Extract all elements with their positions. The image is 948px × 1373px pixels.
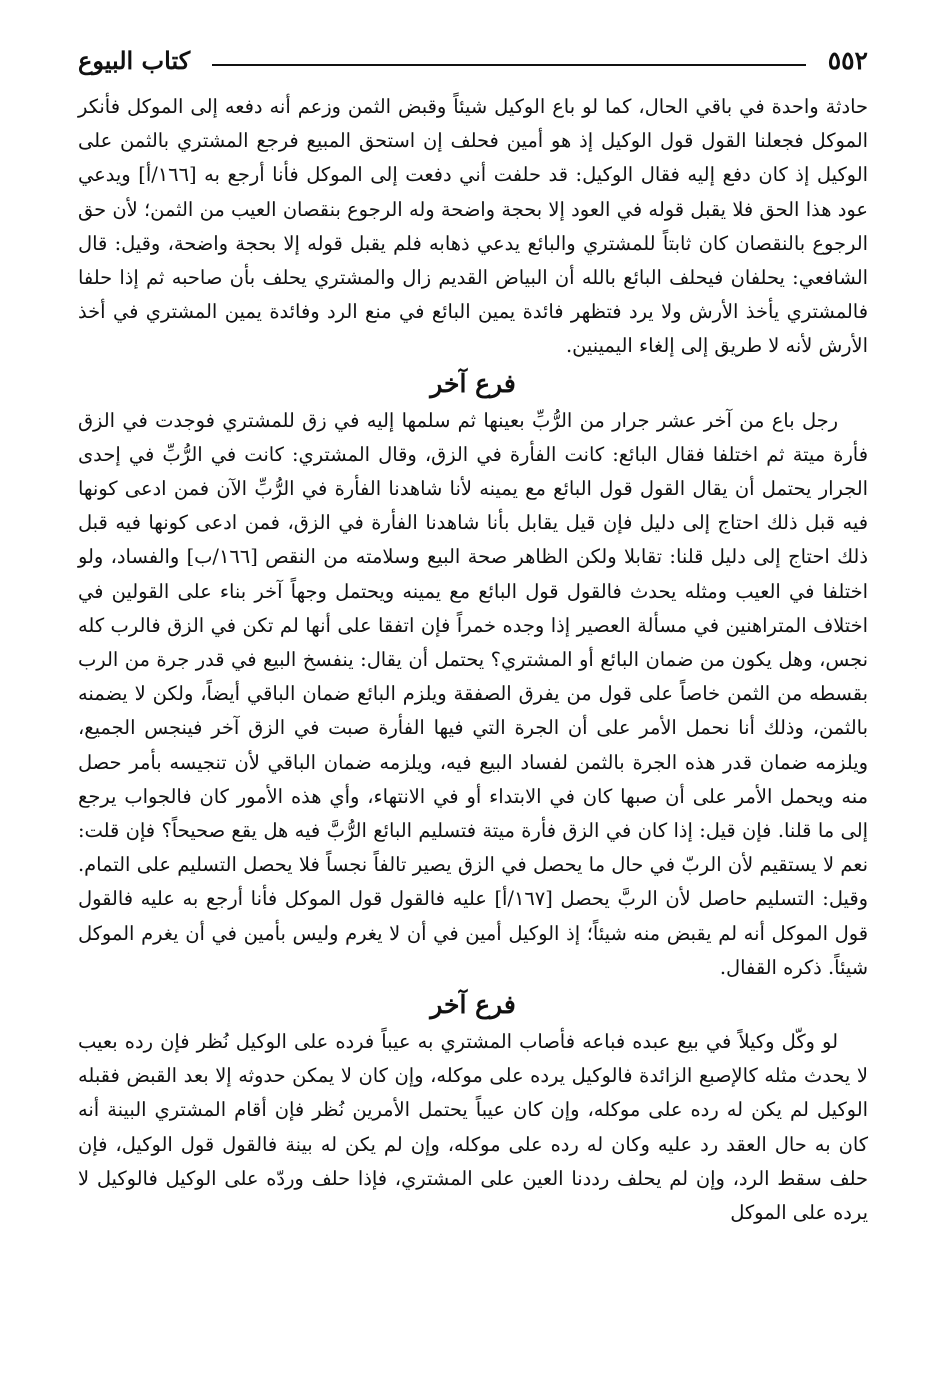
- page-number: ٥٥٢: [827, 45, 868, 75]
- header-rule: [212, 64, 806, 66]
- section-heading: فرع آخر: [430, 990, 516, 1020]
- paragraph: لو وكّل وكيلاً في بيع عبده فباعه فأصاب المشتري به عيباً فرده على الوكيل نُظر فإن رده بعيب لا يحدث مثله كالإصبع الزائدة فالوكيل يرده على موكله، وإن كان لا يمكن حدوثه إلا بعد القبض فقبله الوكيل لم يكن له رده على موكله، وإن كان عيباً يحتمل الأمرين نُظر فإن أقام المشتري البينة أنه كان به حال العقد رد عليه وكان له رده على موكله، وإن لم يكن له بينة فالقول قول الوكيل، فإن حلف سقط الرد، وإن لم يحلف رددنا العين على المشتري، فإذا حلف وردّه على الوكيل فالوكيل لا يرده على الموكل: [78, 1030, 868, 1225]
- paragraph: رجل باع من آخر عشر جرار من الرُّبِّ بعينها ثم سلمها إليه في زق للمشتري فوجدت في الزق فأرة ميتة ثم اختلفا فقال البائع: كانت الفأرة في الزق، وقال المشتري: كانت في الرُّبِّ في إحدى الجرار يحتمل أن يقال القول قول البائع مع يمينه لأنا شاهدنا الفأرة في الرُّبِّ الآن فمن ادعى كونها فيه قبل ذلك احتاج إلى دليل فإن قيل يقابل بأنا شاهدنا الفأرة في الزق، فمن ادعى كونها فيه قبل ذلك احتاج إلى دليل قلنا: تقابلا ولكن الظاهر صحة البيع وسلامته من النقص [١٦٦/ب] والفساد، ولو اختلفا في العيب ومثله يحدث فالقول قول البائع مع يمينه ويحتمل وجهاً آخر بناء على القولين في اختلاف المتراهنين في مسألة العصير إذا وجده خمراً فإن اتفقا على أنها لم تكن في الزق فالرب كله نجس، وهل يكون من ضمان البائع أو المشتري؟ يحتمل أن يقال: ينفسخ البيع في قدر جرة من الرب بقسطه من الثمن خاصاً على قول من يفرق الصفقة ويلزم البائع ضمان الباقي أيضاً، ولكن لا يضمنه بالثمن، وذلك أنا نحمل الأمر على أن الجرة التي فيها الفأرة صبت في الزق آخر فينجس الجميع، ويلزمه ضمان قدر هذه الجرة بالثمن لفساد البيع فيه، ويلزمه ضمان الباقي لأن تنجيسه بأمر حصل منه ويحمل الأمر على أن صبها كان في الابتداء أو في الانتهاء، وأي هذه الأمور كان فالجواب يرجع إلى ما قلنا. فإن قيل: إذا كان في الزق فأرة ميتة فتسليم البائع الرُّبَّ فيه هل يقع صحيحاً؟ فإن قلت: نعم لا يستقيم لأن الربّ في حال ما يحصل في الزق يصير تالفاً نجساً فلا يحصل التسليم على التمام. وقيل: التسليم حاصل لأن الربَّ يحصل [١٦٧/أ] عليه فالقول قول الموكل فأنا أرجع به عليه فالقول قول الموكل أنه لم يقبض منه شيئاً؛ إذ الوكيل أمين في أن لا يغرم وليس بأمين في أن يغرم الموكل شيئاً. ذكره القفال.: [78, 408, 868, 979]
- page-header: [78, 38, 868, 82]
- section-heading: فرع آخر: [430, 368, 516, 398]
- book-title: كتاب البيوع: [78, 45, 191, 75]
- paragraph: حادثة واحدة في باقي الحال، كما لو باع الوكيل شيئاً وقبض الثمن وزعم أنه دفعه إلى الموكل فأنكر الموكل فجعلنا القول قول الوكيل إذ هو أمين فحلف إن استحق المبيع فرجع المشتري بالثمن على الوكيل إذ كان دفع إليه فقال الوكيل: قد حلفت أني دفعت إلى الموكل فأنا أرجع به [١٦٦/أ] ويدعي عود هذا الحق فلا يقبل قوله في العود إلا بحجة واضحة وله الرجوع بنقصان العيب من الثمن؛ لأن حق الرجوع بالنقصان كان ثابتاً للمشتري والبائع يدعي ذهابه فلم يقبل قوله إلا بحجة واضحة، وقيل: قال الشافعي: يحلفان فيحلف البائع بالله أن البياض القديم زال والمشتري يحلف بأن صاحبه ثم إذا حلفا فالمشتري يأخذ الأرش ولا يرد فتظهر فائدة يمين البائع في منع الرد وفائدة يمين المشتري في أخذ الأرش لأنه لا طريق إلى إلغاء اليمينين.: [78, 95, 868, 358]
